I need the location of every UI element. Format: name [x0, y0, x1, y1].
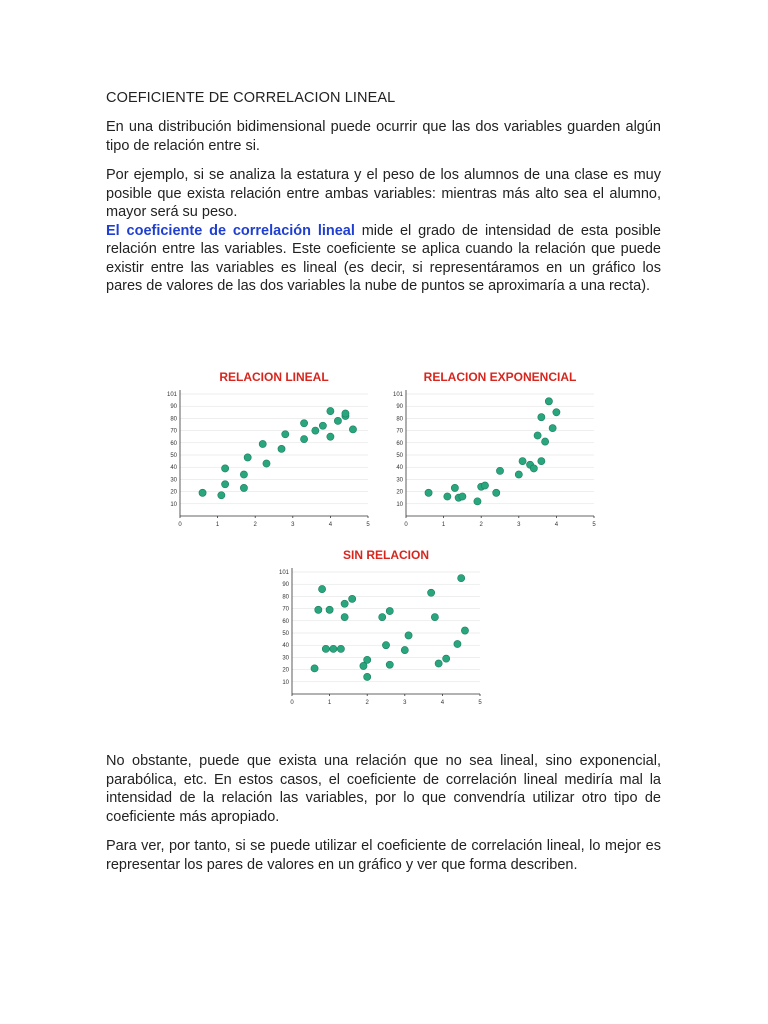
chart-relacion-exponencial-point: [545, 398, 552, 405]
chart-sin-relacion-point: [337, 645, 344, 652]
chart-relacion-exponencial-title: RELACION EXPONENCIAL: [423, 370, 577, 384]
chart-relacion-exponencial-point: [542, 438, 549, 445]
chart-relacion-lineal-point: [259, 440, 266, 447]
chart-relacion-exponencial-y-tick-label: 60: [396, 440, 403, 447]
chart-sin-relacion-point: [386, 661, 393, 668]
chart-relacion-exponencial-point: [496, 467, 503, 474]
chart-relacion-lineal-point: [278, 445, 285, 452]
chart-relacion-exponencial-point: [519, 458, 526, 465]
chart-relacion-exponencial-y-tick-label: 10: [396, 501, 403, 508]
chart-relacion-lineal-point: [240, 484, 247, 491]
chart-sin-relacion-point: [435, 660, 442, 667]
chart-relacion-lineal-y-tick-label: 30: [170, 477, 177, 484]
chart-relacion-exponencial-point: [538, 414, 545, 421]
correlation-link[interactable]: El coeficiente de correlación lineal: [106, 222, 355, 239]
page-title: COEFICIENTE DE CORRELACION LINEAL: [106, 90, 396, 106]
chart-sin-relacion-point: [364, 673, 371, 680]
chart-sin-relacion-point: [322, 645, 329, 652]
chart-relacion-lineal-point: [334, 417, 341, 424]
chart-sin-relacion-point: [349, 595, 356, 602]
chart-relacion-lineal-point: [218, 492, 225, 499]
chart-relacion-exponencial-point: [549, 425, 556, 432]
chart-sin-relacion-y-tick-label: 60: [282, 618, 289, 625]
chart-relacion-exponencial-point: [474, 498, 481, 505]
chart-sin-relacion-point: [311, 665, 318, 672]
chart-relacion-lineal-x-tick-label: 1: [215, 522, 220, 528]
chart-relacion-exponencial-point: [493, 489, 500, 496]
chart-relacion-exponencial-y-tick-label: 40: [396, 465, 403, 472]
chart-sin-relacion-point: [405, 632, 412, 639]
chart-sin-relacion-point: [386, 607, 393, 614]
chart-relacion-lineal-point: [282, 431, 289, 438]
chart-relacion-lineal-point: [199, 489, 206, 496]
chart-relacion-exponencial-y-tick-label: 20: [396, 489, 403, 496]
chart-sin-relacion-point: [401, 646, 408, 653]
chart-sin-relacion-point: [318, 585, 325, 592]
chart-relacion-exponencial-point: [534, 432, 541, 439]
chart-sin-relacion-point: [431, 614, 438, 621]
definition-text: mide el grado de intensidad de esta posible relación entre las variables. Este coeficiente se aplica cuando la relación que puede existir entre las variables es lineal (es decir, si representáramos en un gráfico los pares de valores de las dos variables la nube de puntos se aproximaría a una recta).: [106, 222, 661, 294]
chart-sin-relacion-point: [382, 642, 389, 649]
chart-linear-svg: [160, 362, 375, 534]
chart-relacion-lineal-point: [300, 436, 307, 443]
chart-sin-relacion-y-tick-label: 70: [282, 606, 289, 613]
paragraph-example: Por ejemplo, si se analiza la estatura y el peso de los alumnos de una clase es muy posible que exista relación entre ambas variables: mientras más alto sea el alumno, mayor será su peso.: [106, 167, 661, 220]
chart-relacion-lineal-y-tick-label: 60: [170, 440, 177, 447]
chart-sin-relacion-point: [364, 656, 371, 663]
paragraph-conclusion: Para ver, por tanto, si se puede utilizar el coeficiente de correlación lineal, lo mejor es representar los pares de valores en un gráfico y ver que forma describen.: [106, 838, 661, 873]
chart-relacion-lineal-x-tick-label: 0: [178, 522, 182, 528]
chart-relacion-lineal-point: [300, 420, 307, 427]
chart-relacion-lineal-point: [319, 422, 326, 429]
chart-sin-relacion-y-tick-label: 80: [282, 594, 289, 601]
chart-relacion-exponencial-point: [425, 489, 432, 496]
chart-relacion-lineal-x-tick-label: 4: [328, 522, 333, 528]
chart-relacion-exponencial-point: [553, 409, 560, 416]
chart-relacion-exponencial-x-tick-label: 3: [517, 522, 521, 528]
chart-relacion-lineal-point: [263, 460, 270, 467]
chart-relacion-lineal-y-tick-label: 70: [170, 428, 177, 435]
chart-sin-relacion-x-tick-label: 2: [365, 700, 369, 706]
document-body-lower: [106, 752, 661, 874]
chart-sin-relacion-y-tick-label: 20: [282, 667, 289, 674]
chart-relacion-exponencial-y-tick-label: 30: [396, 477, 403, 484]
chart-relacion-exponencial-point: [444, 493, 451, 500]
chart-sin-relacion-y-tick-label: 90: [282, 582, 289, 589]
chart-sin-relacion-point: [458, 575, 465, 582]
chart-relacion-lineal-point: [312, 427, 319, 434]
chart-relacion-lineal-y-tick-label: 10: [170, 501, 177, 508]
chart-sin-relacion-point: [326, 606, 333, 613]
chart-relacion-lineal-x-tick-label: 5: [366, 522, 370, 528]
chart-sin-relacion-y-tick-label: 50: [282, 631, 289, 637]
chart-sin-relacion-x-tick-label: 5: [478, 700, 482, 706]
chart-relacion-lineal-y-tick-label: 20: [170, 489, 177, 496]
chart-sin-relacion-y-tick-label: 30: [282, 655, 289, 662]
chart-relacion-exponencial-point: [481, 482, 488, 489]
chart-sin-relacion-x-tick-label: 1: [327, 700, 332, 706]
chart-sin-relacion-point: [428, 589, 435, 596]
chart-relacion-exponencial-point: [530, 465, 537, 472]
chart-no-relation-svg: [272, 540, 487, 712]
chart-sin-relacion-point: [443, 655, 450, 662]
chart-sin-relacion-point: [341, 614, 348, 621]
chart-sin-relacion-point: [315, 606, 322, 613]
chart-relacion-exponencial-y-tick-label: 80: [396, 416, 403, 423]
chart-relacion-exponencial-point: [515, 471, 522, 478]
chart-sin-relacion-x-tick-label: 0: [290, 700, 294, 706]
chart-relacion-lineal-y-tick-label: 90: [170, 404, 177, 411]
paragraph-nonlinear: No obstante, puede que exista una relación que no sea lineal, sino exponencial, parabólica, etc. En estos casos, el coeficiente de correlación lineal mediría mal la intensidad de la relación las variables, por lo que convendría utilizar otro tipo de coeficiente más apropiado.: [106, 753, 661, 825]
chart-relacion-exponencial-point: [459, 493, 466, 500]
chart-sin-relacion-point: [461, 627, 468, 634]
chart-relacion-exponencial-x-tick-label: 2: [479, 522, 483, 528]
chart-relacion-lineal-point: [222, 465, 229, 472]
chart-sin-relacion-point: [379, 614, 386, 621]
chart-sin-relacion-y-tick-label: 101: [278, 570, 289, 576]
chart-relacion-lineal-point: [349, 426, 356, 433]
chart-relacion-lineal-point: [222, 481, 229, 488]
chart-relacion-exponencial-x-tick-label: 0: [404, 522, 408, 528]
chart-relacion-lineal-point: [342, 410, 349, 417]
chart-relacion-lineal-title: RELACION LINEAL: [219, 370, 329, 384]
chart-relacion-lineal-y-tick-label: 80: [170, 416, 177, 423]
chart-relacion-lineal-x-tick-label: 2: [253, 522, 257, 528]
chart-relacion-lineal-y-tick-label: 101: [166, 392, 177, 398]
chart-relacion-lineal-x-tick-label: 3: [291, 522, 295, 528]
chart-relacion-lineal-point: [327, 407, 334, 414]
chart-relacion-exponencial-x-tick-label: 5: [592, 522, 596, 528]
chart-no-relation: [272, 540, 487, 712]
chart-relacion-lineal-point: [240, 471, 247, 478]
chart-relacion-exponencial-point: [538, 458, 545, 465]
chart-relacion-exponencial-x-tick-label: 4: [554, 522, 559, 528]
chart-exponential-svg: [386, 362, 601, 534]
chart-sin-relacion-y-tick-label: 40: [282, 643, 289, 650]
chart-relacion-exponencial-point: [451, 484, 458, 491]
chart-relacion-exponencial-x-tick-label: 1: [441, 522, 446, 528]
chart-relacion-lineal-y-tick-label: 50: [170, 453, 177, 459]
chart-relacion-exponencial-y-tick-label: 50: [396, 453, 403, 459]
document-body: [106, 90, 661, 296]
chart-sin-relacion-point: [454, 640, 461, 647]
chart-relacion-lineal-y-tick-label: 40: [170, 465, 177, 472]
chart-sin-relacion-x-tick-label: 3: [403, 700, 407, 706]
chart-exponential: [386, 362, 601, 534]
chart-relacion-exponencial-y-tick-label: 70: [396, 428, 403, 435]
chart-relacion-exponencial-y-tick-label: 90: [396, 404, 403, 411]
chart-relacion-lineal-point: [327, 433, 334, 440]
chart-sin-relacion-title: SIN RELACION: [342, 548, 430, 562]
chart-relacion-exponencial-y-tick-label: 101: [392, 392, 403, 398]
chart-sin-relacion-point: [341, 600, 348, 607]
chart-sin-relacion-point: [330, 645, 337, 652]
chart-sin-relacion-y-tick-label: 10: [282, 679, 289, 686]
chart-sin-relacion-x-tick-label: 4: [440, 700, 445, 706]
paragraph-intro: En una distribución bidimensional puede ocurrir que las dos variables guarden algún tipo de relación entre si.: [106, 119, 661, 154]
chart-linear: [160, 362, 375, 534]
chart-relacion-lineal-point: [244, 454, 251, 461]
paragraph-definition: [106, 222, 661, 296]
